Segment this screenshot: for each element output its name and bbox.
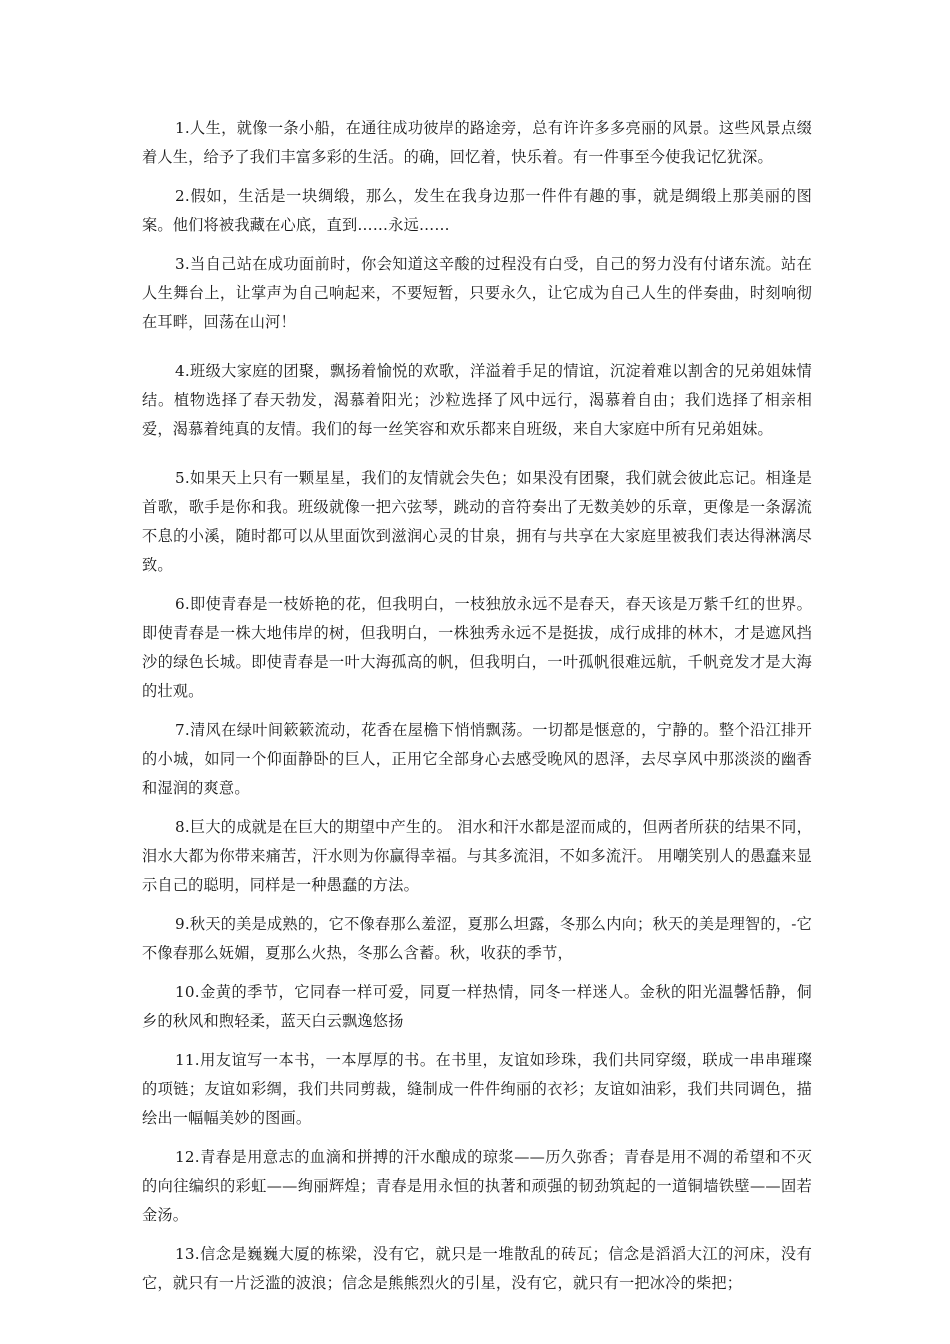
paragraph-7: 7.清风在绿叶间簌簌流动，花香在屋檐下悄悄飘荡。一切都是惬意的，宁静的。整个沿江排开的小城，如同一个仰面静卧的巨人，正用它全部身心去感受晚风的恩泽，去尽享风中那淡淡的幽香和湿润的爽意。 xyxy=(142,721,812,797)
document-body xyxy=(142,114,812,1308)
paragraph-9: 9.秋天的美是成熟的，它不像春那么羞涩，夏那么坦露，冬那么内向；秋天的美是理智的，-它不像春那么妩媚，夏那么火热，冬那么含蓄。秋，收获的季节， xyxy=(142,915,812,962)
paragraph-1: 1.人生，就像一条小船，在通往成功彼岸的路途旁，总有许许多多亮丽的风景。这些风景点缀着人生，给予了我们丰富多彩的生活。的确，回忆着，快乐着。有一件事至今使我记忆犹深。 xyxy=(142,119,812,166)
paragraph-6: 6.即使青春是一枝娇艳的花，但我明白，一枝独放永远不是春天，春天该是万紫千红的世界。即使青春是一株大地伟岸的树，但我明白，一株独秀永远不是挺拔，成行成排的林木，才是遮风挡沙的绿色长城。即使青春是一叶大海孤高的帆，但我明白，一叶孤帆很难远航，千帆竞发才是大海的壮观。 xyxy=(142,595,812,700)
paragraph-8: 8.巨大的成就是在巨大的期望中产生的。 泪水和汗水都是涩而咸的，但两者所获的结果不同，泪水大都为你带来痛苦，汗水则为你赢得幸福。与其多流泪，不如多流汗。 用嘲笑别人的愚蠢来显示自己的聪明，同样是一种愚蠢的方法。 xyxy=(142,818,812,894)
paragraph-3: 3.当自己站在成功面前时，你会知道这辛酸的过程没有白受，自己的努力没有付诸东流。站在人生舞台上，让掌声为自己响起来，不要短暂，只要永久，让它成为自己人生的伴奏曲，时刻响彻在耳畔，回荡在山河！ xyxy=(142,255,812,331)
paragraph-5: 5.如果天上只有一颗星星，我们的友情就会失色；如果没有团聚，我们就会彼此忘记。相逢是首歌，歌手是你和我。班级就像一把六弦琴，跳动的音符奏出了无数美妙的乐章，更像是一条潺流不息的小溪，随时都可以从里面饮到滋润心灵的甘泉，拥有与共享在大家庭里被我们表达得淋漓尽致。 xyxy=(142,469,812,574)
paragraph-4: 4.班级大家庭的团聚，飘扬着愉悦的欢歌，洋溢着手足的情谊，沉淀着难以割舍的兄弟姐妹情结。植物选择了春天勃发，渴慕着阳光；沙粒选择了风中远行，渴慕着自由；我们选择了相亲相爱，渴慕着纯真的友情。我们的每一丝笑容和欢乐都来自班级，来自大家庭中所有兄弟姐妹。 xyxy=(142,362,812,438)
paragraph-13: 13.信念是巍巍大厦的栋梁，没有它，就只是一堆散乱的砖瓦；信念是滔滔大江的河床，没有它，就只有一片泛滥的波浪；信念是熊熊烈火的引星，没有它，就只有一把冰冷的柴把； xyxy=(142,1245,812,1292)
paragraph-11: 11.用友谊写一本书，一本厚厚的书。在书里，友谊如珍珠，我们共同穿缀，联成一串串璀璨的项链；友谊如彩绸，我们共同剪裁，缝制成一件件绚丽的衣衫；友谊如油彩，我们共同调色，描绘出一幅幅美妙的图画。 xyxy=(142,1051,812,1127)
paragraph-12: 12.青春是用意志的血滴和拼搏的汗水酿成的琼浆——历久弥香；青春是用不凋的希望和不灭的向往编织的彩虹——绚丽辉煌；青春是用永恒的执著和顽强的韧劲筑起的一道铜墙铁壁——固若金汤。 xyxy=(142,1148,812,1224)
paragraph-2: 2.假如，生活是一块绸缎，那么，发生在我身边那一件件有趣的事，就是绸缎上那美丽的图案。他们将被我藏在心底，直到……永远…… xyxy=(142,187,812,234)
paragraph-10: 10.金黄的季节，它同春一样可爱，同夏一样热情，同冬一样迷人。金秋的阳光温馨恬静，侗乡的秋风和煦轻柔，蓝天白云飘逸悠扬 xyxy=(142,983,812,1030)
